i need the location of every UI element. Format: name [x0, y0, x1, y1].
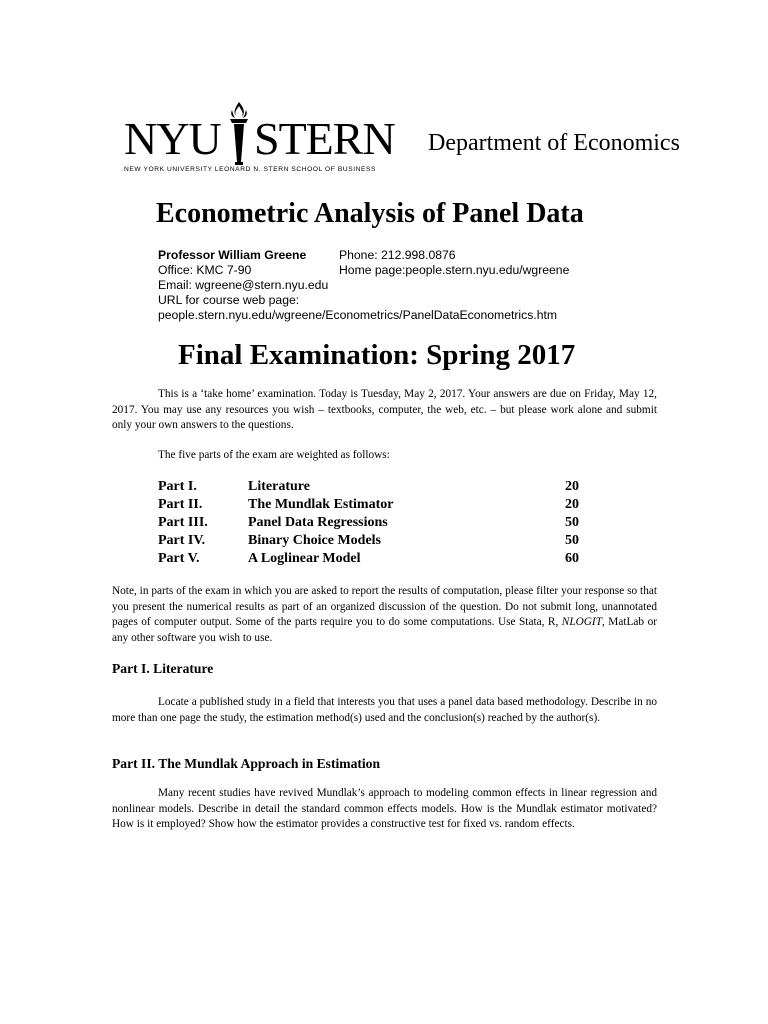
- nyu-stern-logo: [124, 96, 394, 176]
- professor-name: Professor William Greene: [158, 248, 307, 262]
- part-name: Panel Data Regressions: [248, 515, 388, 530]
- note-text-a: Note, in parts of the exam in which you are asked to report the results of computation, please filter your response so that you present the numerical results as part of an organized discussion of the question. Do not submit long, unannotated pages of computer output. Some of the parts require you to do some computations. Use Stata, R,: [112, 585, 657, 628]
- part-label: Part I.: [158, 479, 197, 494]
- note-text-b: , MatLab or any other software you wish to use.: [112, 616, 657, 644]
- course-url: people.stern.nyu.edu/wgreene/Econometrics/PanelDataEconometrics.htm: [158, 308, 558, 322]
- info-row-1: [158, 248, 557, 263]
- logo-word-nyu: NYU: [124, 113, 221, 164]
- parts-row: [158, 496, 583, 514]
- part-points: 20: [565, 479, 579, 494]
- note-software-nlogit: NLOGIT: [561, 616, 602, 628]
- parts-row: [158, 532, 583, 550]
- parts-table: [158, 478, 583, 568]
- weights-intro: The five parts of the exam are weighted as follows:: [158, 449, 390, 461]
- part-label: Part IV.: [158, 533, 206, 548]
- url-label: URL for course web page:: [158, 293, 300, 307]
- computation-note: [112, 584, 657, 646]
- torch-icon: [224, 100, 254, 166]
- parts-row: [158, 478, 583, 496]
- part-name: Literature: [248, 479, 310, 494]
- office: Office: KMC 7-90: [158, 263, 252, 277]
- info-row-2: [158, 263, 570, 278]
- logo-word-stern: STERN: [254, 113, 395, 164]
- part-label: Part II.: [158, 497, 203, 512]
- exam-intro: This is a ‘take home’ examination. Today is Tuesday, May 2, 2017. Your answers are due on Friday, May 12, 2017. You may use any resources you wish – textbooks, computer, the web, etc. – but please work alone and submit only your own answers to the questions.: [112, 388, 657, 431]
- part-label: Part III.: [158, 515, 208, 530]
- parts-row: [158, 550, 583, 568]
- part-points: 50: [565, 515, 579, 530]
- part-name: A Loglinear Model: [248, 551, 361, 566]
- parts-row: [158, 514, 583, 532]
- email: Email: wgreene@stern.nyu.edu: [158, 278, 329, 292]
- part-name: Binary Choice Models: [248, 533, 381, 548]
- homepage: Home page:people.stern.nyu.edu/wgreene: [339, 263, 570, 277]
- department-name: Department of Economics: [428, 130, 680, 156]
- exam-title: Final Examination: Spring 2017: [178, 339, 576, 371]
- course-info: [158, 248, 570, 323]
- part-points: 60: [565, 551, 579, 566]
- phone: Phone: 212.998.0876: [339, 248, 456, 262]
- part2-text: Many recent studies have revived Mundlak’s approach to modeling common effects in linear regression and nonlinear models. Describe in detail the standard common effects models. How is the Mundlak estimator motivated? How is it employed? Show how the estimator provides a constructive test for fixed vs. random effects.: [112, 787, 657, 830]
- part-points: 20: [565, 497, 579, 512]
- part1-heading: Part I. Literature: [112, 661, 214, 676]
- part-name: The Mundlak Estimator: [248, 497, 394, 512]
- logo-subtitle: NEW YORK UNIVERSITY LEONARD N. STERN SCHOOL OF BUSINESS: [124, 166, 376, 173]
- part2-heading: Part II. The Mundlak Approach in Estimation: [112, 756, 381, 771]
- part-label: Part V.: [158, 551, 200, 566]
- part-points: 50: [565, 533, 579, 548]
- course-title: Econometric Analysis of Panel Data: [156, 198, 584, 229]
- part1-text: Locate a published study in a field that interests you that uses a panel data based methodology. Describe in no more than one page the study, the estimation method(s) used and the conclusion(s) reached by the author(s).: [112, 696, 657, 724]
